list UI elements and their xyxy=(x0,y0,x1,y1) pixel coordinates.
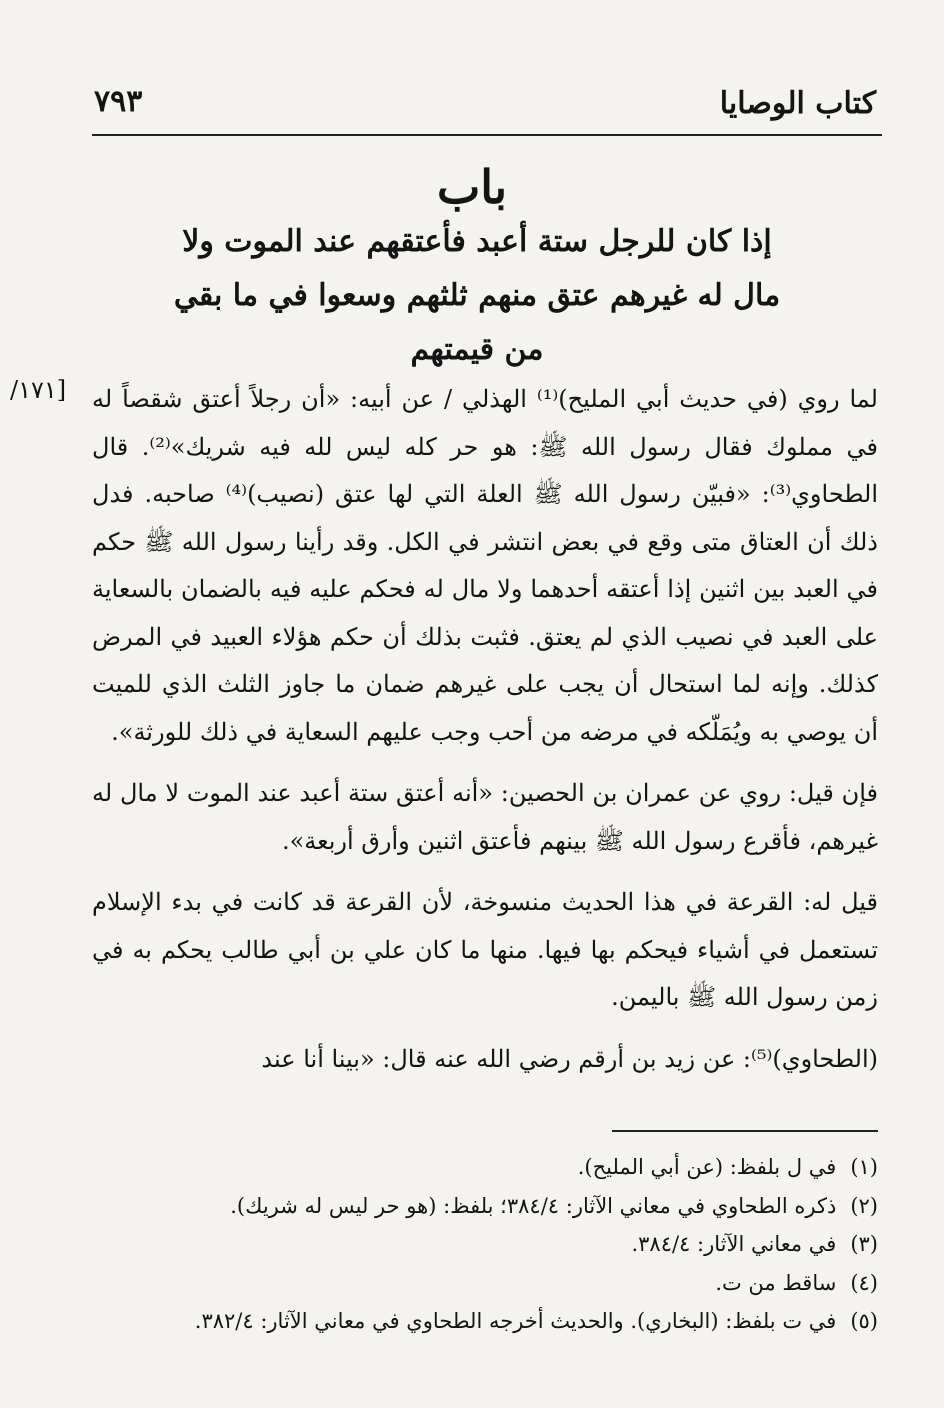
main-text xyxy=(92,376,878,1083)
footnote xyxy=(92,1187,878,1226)
chapter-title-line: إذا كان للرجل ستة أعبد فأعتقهم عند الموت ولا xyxy=(182,224,772,259)
footnote-text: ذكره الطحاوي في معاني الآثار: ٣٨٤/٤؛ بلفظ: (هو حر ليس له شريك). xyxy=(230,1193,837,1218)
paragraph: قيل له: القرعة في هذا الحديث منسوخة، لأن القرعة قد كانت في بدء الإسلام تستعمل في أشياء فيحكم بها فيها. منها ما كان علي بن أبي طالب يحكم به في زمن رسول الله ﷺ باليمن. xyxy=(92,888,878,1011)
footnote-number: (٣) xyxy=(850,1232,878,1256)
header-rule xyxy=(92,134,882,136)
paragraph: لما روي (في حديث أبي المليح)⁽¹⁾ الهذلي / عن أبيه: «أن رجلاً أعتق شقصاً له في مملوك فقال رسول الله ﷺ: هو حر كله ليس لله فيه شريك»⁽²⁾. قال الطحاوي⁽³⁾: «فبيّن رسول الله ﷺ العلة التي لها عتق (نصيب)⁽⁴⁾ صاحبه. فدل ذلك أن العتاق متى وقع في بعض انتشر في الكل. وقد رأينا رسول الله ﷺ حكم في العبد بين اثنين إذا أعتقه أحدهما ولا مال له فحكم عليه فيه بالضمان بالسعاية على العبد في نصيب الذي لم يعتق. فثبت بذلك أن حكم هؤلاء العبيد في المرض كذلك. وإنه لما استحال أن يجب على غيرهم ضمان ما جاوز الثلث الذي للميت أن يوصي به ويُمَلّكه في مرضه من أحب وجب عليهم السعاية في ذلك للورثة». xyxy=(92,385,879,746)
footnote xyxy=(92,1302,878,1341)
footnote-text: في معاني الآثار: ٣٨٤/٤. xyxy=(631,1232,837,1256)
chapter-title-line: مال له غيرهم عتق منهم ثلثهم وسعوا في ما بقي xyxy=(173,278,781,313)
paragraph: فإن قيل: روي عن عمران بن الحصين: «أنه أعتق ستة أعبد عند الموت لا مال له غيرهم، فأقرع رسول الله ﷺ بينهم فأعتق اثنين وأرق أربعة». xyxy=(92,779,878,855)
footnote-text: ساقط من ت. xyxy=(715,1270,837,1295)
page-number: ٧٩٣ xyxy=(94,84,143,119)
running-header-title: كتاب الوصايا xyxy=(719,86,876,121)
footnote xyxy=(92,1225,878,1264)
footnote-number: (٤) xyxy=(850,1270,878,1295)
footnote-number: (٢) xyxy=(850,1193,878,1218)
paragraph: (الطحاوي)⁽⁵⁾: عن زيد بن أرقم رضي الله عنه قال: «بينا أنا عند xyxy=(261,1044,878,1073)
footnote-number: (٥) xyxy=(850,1309,878,1333)
chapter-title-line: من قيمتهم xyxy=(410,332,544,367)
footnote-separator xyxy=(612,1130,878,1132)
footnotes xyxy=(92,1148,878,1341)
footnote xyxy=(92,1148,878,1187)
margin-manuscript-reference: [١٧١/ xyxy=(10,376,67,404)
chapter-title xyxy=(150,215,804,377)
footnote-text: في ت بلفظ: (البخاري). والحديث أخرجه الطحاوي في معاني الآثار: ٣٨٢/٤. xyxy=(194,1309,837,1333)
footnote xyxy=(92,1264,878,1303)
footnote-text: في ل بلفظ: (عن أبي المليح). xyxy=(577,1155,837,1179)
chapter-label: باب xyxy=(436,160,508,214)
footnote-number: (١) xyxy=(850,1155,878,1179)
